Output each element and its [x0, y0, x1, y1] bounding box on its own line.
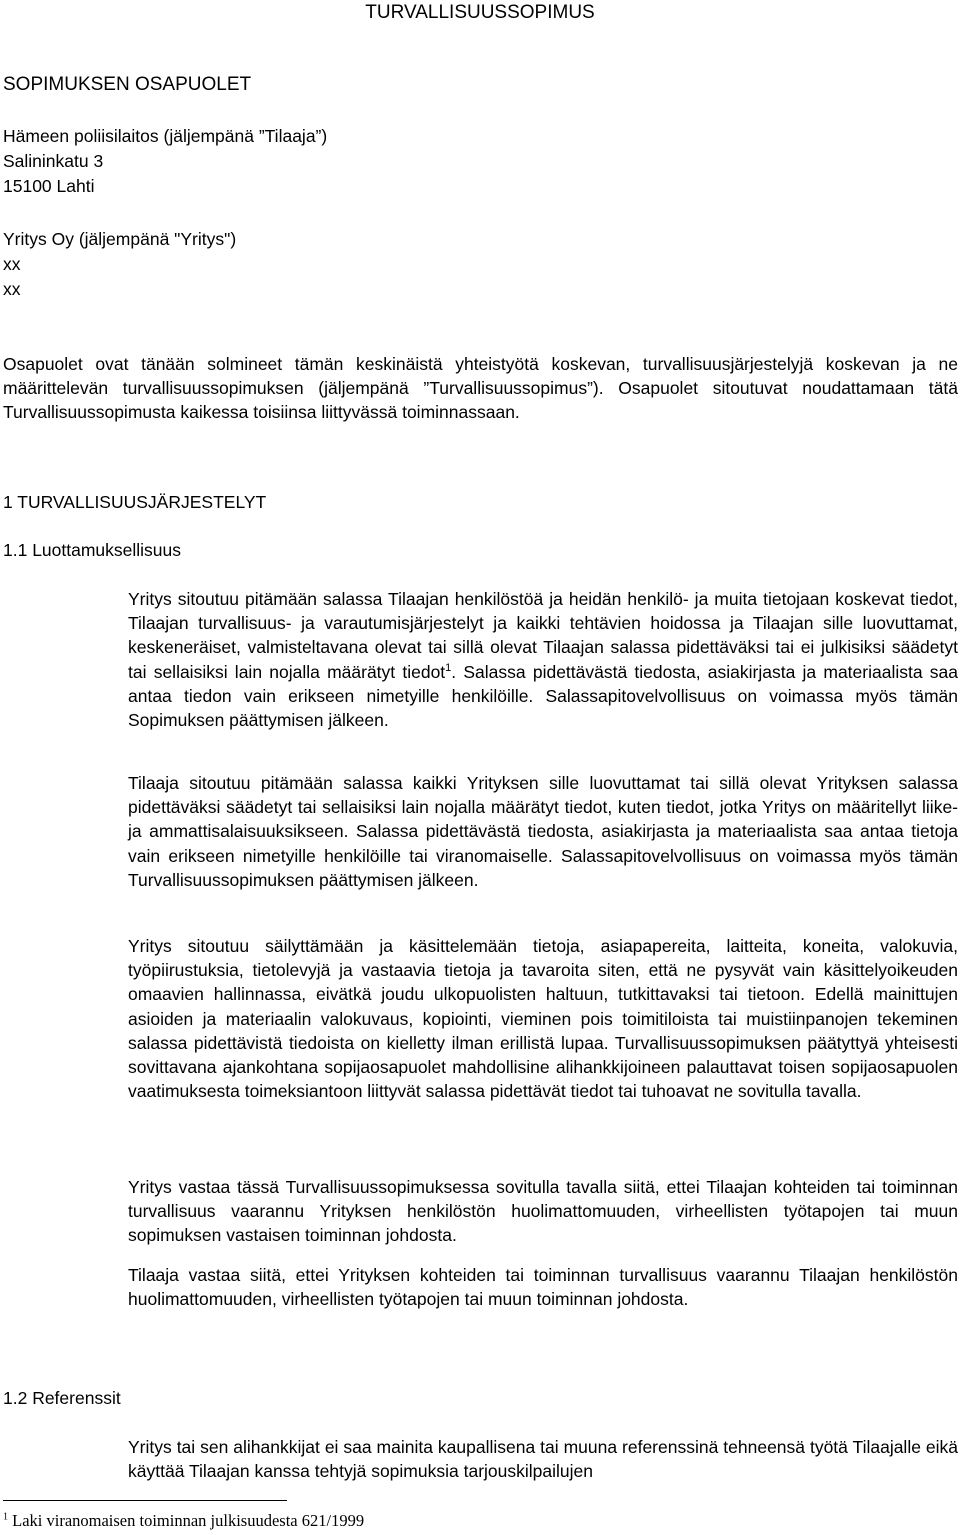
footnote-reference: 1	[445, 661, 452, 674]
footnote-text: Laki viranomaisen toiminnan julkisuudesta 621/1999	[8, 1511, 365, 1530]
subsection-1-2-heading: 1.2 Referenssit	[3, 1388, 121, 1408]
confidentiality-paragraph-3: Yritys sitoutuu säilyttämään ja käsittelemään tietoja, asiapapereita, laitteita, koneita, valokuvia, työpiirustuksia, tietolevyjä ja vastaavia tietoja ja tavaroita siten, että ne pysyvät vain käsittelyoikeuden omaavien hallinnassa, eivätkä joudu ulkopuolisten haltuun, tutkittavaksi tai tietoon. Edellä mainittujen asioiden ja materiaalin valokuvaus, kopiointi, vieminen pois toimitiloista tai muistiinpanojen tekeminen salassa pidettävistä tiedoista on kielletty ilman erillistä lupaa. Turvallisuussopimuksen päätyttyä yhteisesti sovittavana ajankohtana sopijaosapuolet mahdollisine alihankkijoineen palauttavat toisen sopijaosapuolen vaatimuksesta toimeksiantoon liittyvät salassa pidettävät tiedot tai tuhoavat ne sovitulla tavalla.	[128, 936, 958, 1102]
document-title: TURVALLISUUSSOPIMUS	[365, 2, 595, 23]
footnote	[3, 1511, 364, 1531]
party2-address-line2: xx	[3, 279, 21, 299]
intro-paragraph: Osapuolet ovat tänään solmineet tämän keskinäistä yhteistyötä koskevan, turvallisuusjärjestelyjä koskevan ja ne määrittelevän turvallisuussopimuksen (jäljempänä ”Turvallisuussopimus”). Osapuolet sitoutuvat noudattamaan tätä Turvallisuussopimusta kaikessa toisiinsa liittyvässä toiminnassaan.	[3, 354, 958, 423]
paragraph-text-continued: . Salassa pidettävästä tiedosta, asiakirjasta ja materiaalista saa antaa tiedon vain erikseen nimetyille henkilöille. Salassapitovelvollisuus on voimassa myös tämän Sopimuksen päättymisen jälkeen.	[128, 661, 958, 731]
references-paragraph: Yritys tai sen alihankkijat ei saa mainita kaupallisena tai muuna referenssinä tehneensä työtä Tilaajalle eikä käyttää Tilaajan kanssa tehtyjä sopimuksia tarjouskilpailujen	[128, 1437, 958, 1482]
confidentiality-paragraph-1	[128, 587, 958, 732]
subsection-1-1-heading: 1.1 Luottamuksellisuus	[3, 540, 182, 560]
party2-name: Yritys Oy (jäljempänä "Yritys")	[3, 229, 237, 249]
party1-name: Hämeen poliisilaitos (jäljempänä ”Tilaaja”)	[3, 126, 328, 146]
section1-heading: 1 TURVALLISUUSJÄRJESTELYT	[3, 492, 267, 512]
confidentiality-paragraph-4: Yritys vastaa tässä Turvallisuussopimuksessa sovitulla tavalla siitä, ettei Tilaajan kohteiden tai toiminnan turvallisuus vaarannu Yrityksen henkilöstön huolimattomuuden, virheellisten työtapojen tai muun sopimuksen vastaisen toiminnan johdosta.	[128, 1177, 958, 1246]
party1-street: Salininkatu 3	[3, 151, 104, 171]
paragraph-text: Yritys sitoutuu pitämään salassa Tilaajan henkilöstöä ja heidän henkilö- ja muita tietojaan koskevat tiedot, Tilaajan turvallisuus- ja varautumisjärjestelyt ja kaikki tehtävien hoidossa ja Tilaajan sille luovuttamat, keskeneräiset, valmisteltavana olevat tai sillä olevat Tilaajan salassa pidettäväksi tai ei julkisiksi säädetyt tai sellaisiksi lain nojalla määrätyt tiedot	[128, 589, 958, 682]
confidentiality-paragraph-5: Tilaaja vastaa siitä, ettei Yrityksen kohteiden tai toiminnan turvallisuus vaarannu Tilaajan henkilöstön huolimattomuuden, virheellisten työtapojen tai muun toiminnan johdosta.	[128, 1265, 958, 1310]
footnote-mark: 1	[3, 1511, 8, 1523]
party1-city: 15100 Lahti	[3, 176, 95, 196]
parties-heading: SOPIMUKSEN OSAPUOLET	[3, 74, 252, 95]
confidentiality-paragraph-2: Tilaaja sitoutuu pitämään salassa kaikki Yrityksen sille luovuttamat tai sillä olevat Yrityksen salassa pidettäväksi säädetyt tai sellaisiksi lain nojalla määrätyt tiedot, kuten tiedot, jotka Yritys on määritellyt liike- ja ammattisalaisuuksikseen. Salassa pidettävästä tiedosta, asiakirjasta ja materiaalista saa antaa tietoja vain erikseen nimetyille henkilöille tai viranomaiselle. Salassapitovelvollisuus on voimassa myös tämän Turvallisuussopimuksen päättymisen jälkeen.	[128, 773, 958, 890]
party2-address-line1: xx	[3, 254, 21, 274]
footnote-separator	[3, 1500, 287, 1501]
